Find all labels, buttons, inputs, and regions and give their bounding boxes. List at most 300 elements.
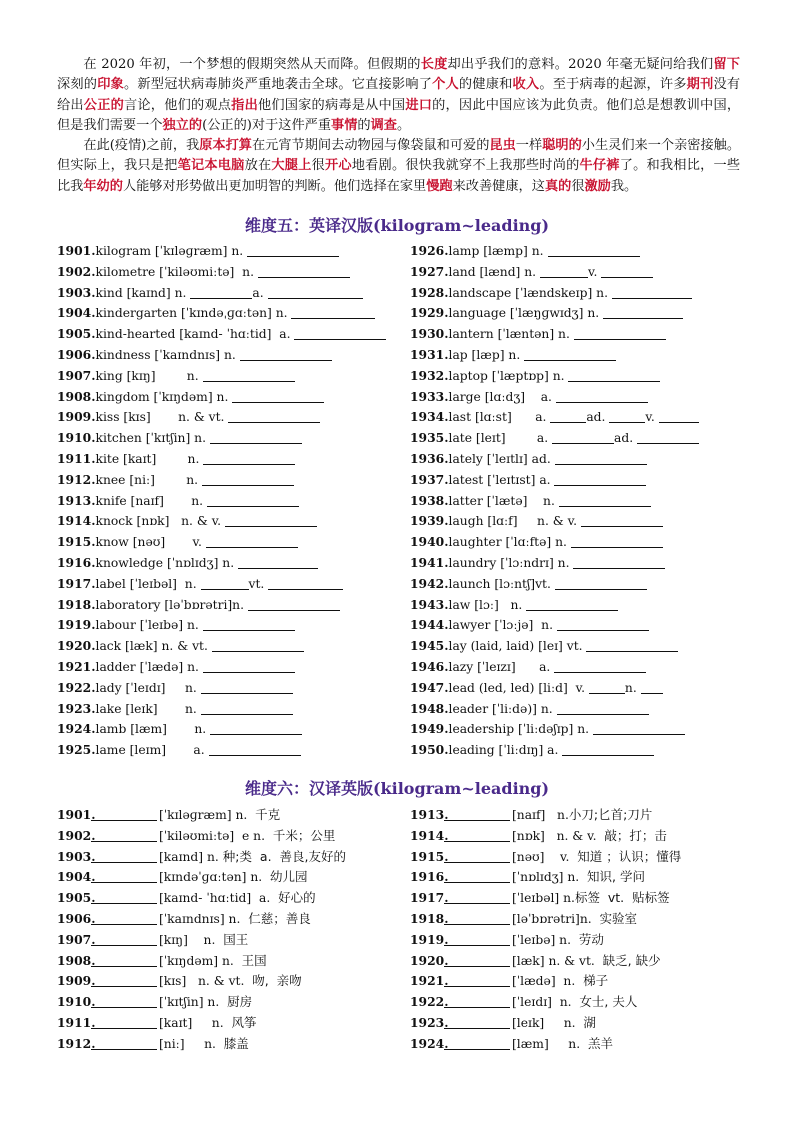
item-number: 1923. bbox=[410, 1014, 449, 1030]
phonetic-and-pos: [kɪndəˈɡɑːtən] n. bbox=[159, 870, 271, 885]
story-text: 一样 bbox=[515, 138, 543, 154]
vocab-row bbox=[410, 241, 699, 262]
story-text: 地看剧。很快我就穿不上我那些时尚的 bbox=[351, 158, 580, 174]
item-number: 1928. bbox=[410, 284, 449, 300]
answer-blank[interactable] bbox=[444, 849, 510, 863]
section-6-left-column bbox=[57, 805, 346, 1055]
answer-blank[interactable] bbox=[552, 430, 614, 444]
vocab-row bbox=[410, 1013, 681, 1034]
word-entry: latter [ˈlætə] n. bbox=[448, 493, 559, 508]
phonetic-and-pos: [kaɪt] n. bbox=[159, 1015, 232, 1030]
vocab-row bbox=[410, 449, 699, 470]
vocab-row bbox=[410, 324, 699, 345]
item-number: 1915. bbox=[57, 534, 96, 550]
vocab-row bbox=[410, 262, 699, 283]
story-text: (公正的)对于这件严重 bbox=[202, 117, 332, 133]
chinese-meaning: 知识, 学问 bbox=[587, 869, 645, 885]
answer-blank[interactable] bbox=[268, 285, 363, 299]
answer-blank[interactable] bbox=[562, 742, 654, 756]
item-number: 1934. bbox=[410, 409, 449, 425]
word-entry: lap [læp] n. bbox=[448, 347, 525, 362]
answer-blank[interactable] bbox=[540, 264, 588, 278]
word-entry: lawyer [ˈlɔːjə] n. bbox=[448, 618, 557, 633]
chinese-meaning: 国王 bbox=[223, 931, 249, 947]
item-number: 1923. bbox=[57, 700, 96, 716]
item-number: 1943. bbox=[410, 596, 449, 612]
story-text: 却出乎我们的意料。2020 年毫无疑问给我们 bbox=[447, 57, 714, 72]
vocab-row bbox=[57, 303, 386, 324]
answer-blank[interactable] bbox=[91, 953, 157, 967]
word-entry: knowledge [ˈnɒlɪdʒ] n. bbox=[95, 555, 239, 570]
vocab-row bbox=[410, 532, 699, 553]
item-number: 1938. bbox=[410, 492, 449, 508]
answer-blank[interactable] bbox=[555, 576, 647, 590]
item-number: 1911. bbox=[57, 450, 96, 466]
answer-blank[interactable] bbox=[550, 409, 586, 423]
vocab-row bbox=[410, 740, 699, 761]
vocab-row bbox=[410, 574, 699, 595]
answer-blank[interactable] bbox=[609, 409, 645, 423]
vocab-row bbox=[57, 1034, 346, 1055]
item-number: 1912. bbox=[57, 471, 96, 487]
answer-blank[interactable] bbox=[444, 1036, 510, 1050]
phonetic-and-pos: [nɒk] n. & v. bbox=[512, 828, 605, 843]
answer-blank[interactable] bbox=[294, 326, 386, 340]
answer-blank[interactable] bbox=[91, 828, 157, 842]
answer-blank[interactable] bbox=[91, 869, 157, 883]
chinese-meaning: 千克 bbox=[255, 807, 281, 822]
item-number: 1902. bbox=[57, 263, 96, 279]
part-of-speech: ad. bbox=[586, 410, 610, 425]
vocab-row bbox=[57, 553, 386, 574]
item-number: 1948. bbox=[410, 700, 449, 716]
answer-blank[interactable] bbox=[444, 828, 510, 842]
item-number: 1949. bbox=[410, 721, 449, 737]
phonetic-and-pos: [kaɪnd- ˈhɑːtid] a. bbox=[159, 891, 279, 906]
answer-blank[interactable] bbox=[589, 680, 625, 694]
item-number: 1921. bbox=[410, 973, 449, 989]
item-number: 1942. bbox=[410, 575, 449, 591]
item-number: 1909. bbox=[57, 973, 96, 989]
answer-blank[interactable] bbox=[444, 1015, 510, 1029]
section-6-right-column bbox=[410, 805, 681, 1055]
highlight-word: 长度 bbox=[420, 57, 448, 72]
item-number: 1947. bbox=[410, 679, 449, 695]
item-number: 1932. bbox=[410, 367, 449, 383]
story-paragraph-2 bbox=[57, 136, 740, 197]
item-number: 1936. bbox=[410, 450, 449, 466]
story-passage bbox=[57, 55, 740, 197]
chinese-meaning: 标签 vt. 贴标签 bbox=[574, 890, 670, 906]
vocab-row bbox=[57, 283, 386, 304]
word-entry: leader [ˈliːdə)] n. bbox=[448, 701, 557, 716]
vocab-row bbox=[57, 636, 386, 657]
word-entry: kitchen [ˈkɪtʃin] n. bbox=[95, 431, 210, 446]
item-number: 1920. bbox=[410, 952, 449, 968]
highlight-word: 昆虫 bbox=[489, 138, 516, 154]
story-text: 的，因此中国应该为此负责。他们总是想教训中国，但是我们需要一个 bbox=[57, 97, 741, 133]
item-number: 1906. bbox=[57, 910, 96, 926]
item-number: 1930. bbox=[410, 326, 449, 342]
answer-blank[interactable] bbox=[524, 347, 616, 361]
word-entry: kindness [ˈkaɪndnɪs] n. bbox=[95, 347, 240, 362]
phonetic-and-pos: [ˈnɒlɪdʒ] n. bbox=[512, 870, 588, 885]
answer-blank[interactable] bbox=[601, 264, 653, 278]
word-entry: lately [ˈleɪtlɪ] ad. bbox=[448, 451, 555, 466]
answer-blank[interactable] bbox=[91, 1036, 157, 1050]
answer-blank[interactable] bbox=[526, 597, 618, 611]
vocab-row bbox=[410, 636, 699, 657]
answer-blank[interactable] bbox=[228, 409, 320, 423]
phonetic-and-pos: [læm] n. bbox=[512, 1036, 588, 1051]
item-number: 1908. bbox=[57, 952, 96, 968]
chinese-meaning: 湖 bbox=[583, 1014, 596, 1030]
phonetic-and-pos: [kaɪnd] n. bbox=[159, 849, 223, 864]
answer-blank[interactable] bbox=[586, 638, 678, 652]
answer-blank[interactable] bbox=[202, 472, 294, 486]
vocab-row bbox=[410, 847, 681, 868]
answer-blank[interactable] bbox=[637, 430, 699, 444]
vocab-row bbox=[410, 511, 699, 532]
answer-blank[interactable] bbox=[548, 243, 640, 257]
answer-blank[interactable] bbox=[641, 680, 663, 694]
item-number: 1917. bbox=[410, 890, 449, 906]
item-number: 1929. bbox=[410, 305, 449, 321]
answer-blank[interactable] bbox=[603, 305, 683, 319]
word-entry: kindergarten [ˈkɪndəˌɡɑːtən] n. bbox=[95, 306, 292, 321]
answer-blank[interactable] bbox=[555, 451, 647, 465]
answer-blank[interactable] bbox=[203, 617, 295, 631]
chinese-meaning: 女士, 夫人 bbox=[579, 994, 638, 1010]
item-number: 1913. bbox=[57, 492, 96, 508]
item-number: 1912. bbox=[57, 1035, 96, 1051]
highlight-word: 事情 bbox=[331, 117, 358, 133]
word-entry: know [nəʊ] v. bbox=[95, 535, 206, 550]
answer-blank[interactable] bbox=[444, 973, 510, 987]
vocab-row bbox=[57, 867, 346, 888]
word-entry: kite [kaɪt] n. bbox=[95, 451, 204, 466]
answer-blank[interactable] bbox=[557, 701, 649, 715]
item-number: 1919. bbox=[57, 617, 96, 633]
answer-blank[interactable] bbox=[91, 973, 157, 987]
item-number: 1939. bbox=[410, 513, 449, 529]
item-number: 1922. bbox=[410, 994, 449, 1010]
vocab-row bbox=[410, 345, 699, 366]
word-entry: language [ˈlæŋɡwɪdʒ] n. bbox=[448, 306, 604, 321]
item-number: 1931. bbox=[410, 346, 449, 362]
section-5-right-column bbox=[410, 241, 699, 761]
item-number: 1905. bbox=[57, 890, 96, 906]
answer-blank[interactable] bbox=[91, 994, 157, 1008]
item-number: 1909. bbox=[57, 409, 96, 425]
answer-blank[interactable] bbox=[91, 1015, 157, 1029]
vocab-row bbox=[57, 678, 386, 699]
phonetic-and-pos: [ˈkaɪndnɪs] n. bbox=[159, 911, 249, 926]
answer-blank[interactable] bbox=[554, 472, 646, 486]
word-entry: lamp [læmp] n. bbox=[448, 244, 548, 258]
word-entry: lazy [ˈleɪzɪ] a. bbox=[448, 659, 555, 674]
highlight-word: 印象 bbox=[97, 77, 124, 93]
answer-blank[interactable] bbox=[573, 555, 665, 569]
highlight-word: 留下 bbox=[713, 57, 740, 72]
word-entry: lay (laid, laid) [leɪ] vt. bbox=[448, 639, 587, 654]
vocab-row bbox=[57, 971, 346, 992]
answer-blank[interactable] bbox=[190, 285, 252, 299]
answer-blank[interactable] bbox=[557, 617, 649, 631]
answer-blank[interactable] bbox=[91, 807, 157, 821]
phonetic-and-pos: [ˈkiləʊmiːtə] e n. bbox=[159, 828, 273, 843]
highlight-word: 慢跑 bbox=[426, 178, 453, 194]
item-number: 1902. bbox=[57, 827, 96, 843]
vocab-row bbox=[57, 615, 386, 636]
item-number: 1914. bbox=[57, 513, 96, 529]
answer-blank[interactable] bbox=[203, 451, 295, 465]
answer-blank[interactable] bbox=[659, 409, 699, 423]
item-number: 1926. bbox=[410, 243, 449, 258]
chinese-meaning: 风筝 bbox=[231, 1014, 257, 1030]
answer-blank[interactable] bbox=[571, 534, 663, 548]
story-text: 。 bbox=[396, 117, 411, 133]
highlight-word: 笔记本电脑 bbox=[177, 158, 245, 174]
vocab-row bbox=[410, 428, 699, 449]
chinese-meaning: 幼儿园 bbox=[270, 869, 308, 885]
vocab-row bbox=[57, 491, 386, 512]
chinese-meaning: 吻, 亲吻 bbox=[252, 973, 302, 989]
story-text: 小生灵们来一个亲密接触。但实际上，我只是把 bbox=[57, 138, 741, 174]
word-entry: laboratory [ləˈbɒrətri]n. bbox=[95, 597, 248, 612]
answer-blank[interactable] bbox=[212, 638, 304, 652]
vocab-row bbox=[410, 1034, 681, 1055]
section-5-title: 维度五：英译汉版(kilogram~leading) bbox=[244, 216, 550, 235]
vocab-row bbox=[410, 283, 699, 304]
phonetic-and-pos: [ˈkɪŋdəm] n. bbox=[159, 953, 242, 968]
word-entry: land [lænd] n. bbox=[448, 264, 541, 279]
answer-blank[interactable] bbox=[581, 513, 663, 527]
answer-blank[interactable] bbox=[593, 721, 685, 735]
answer-blank[interactable] bbox=[291, 305, 375, 319]
section-5-left-column bbox=[57, 241, 386, 761]
highlight-word: 指出 bbox=[231, 97, 258, 113]
item-number: 1940. bbox=[410, 534, 449, 550]
part-of-speech: vt. bbox=[248, 576, 269, 591]
answer-blank[interactable] bbox=[91, 932, 157, 946]
phonetic-and-pos: [ˈleɪdɪ] n. bbox=[512, 995, 580, 1010]
answer-blank[interactable] bbox=[268, 576, 343, 590]
answer-blank[interactable] bbox=[247, 243, 339, 257]
answer-blank[interactable] bbox=[612, 285, 692, 299]
item-number: 1922. bbox=[57, 679, 96, 695]
item-number: 1901. bbox=[57, 807, 96, 822]
word-entry: king [kɪŋ] n. bbox=[95, 368, 203, 383]
vocab-row bbox=[410, 888, 681, 909]
highlight-word: 真的 bbox=[544, 178, 572, 194]
word-entry: kingdom [ˈkɪŋdəm] n. bbox=[95, 389, 233, 404]
phonetic-and-pos: [kɪŋ] n. bbox=[159, 932, 224, 947]
story-paragraph-1 bbox=[57, 55, 740, 136]
vocab-row bbox=[410, 407, 699, 428]
word-entry: launch [lɔːntʃ]vt. bbox=[448, 576, 555, 591]
vocab-row bbox=[410, 930, 681, 951]
vocab-row bbox=[57, 888, 346, 909]
item-number: 1910. bbox=[57, 994, 96, 1010]
answer-blank[interactable] bbox=[556, 389, 648, 403]
answer-blank[interactable] bbox=[444, 994, 510, 1008]
word-entry: labour [ˈleɪbə] n. bbox=[95, 618, 203, 633]
vocab-row bbox=[410, 992, 681, 1013]
item-number: 1918. bbox=[57, 596, 96, 612]
highlight-word: 牛仔裤 bbox=[579, 158, 620, 174]
answer-blank[interactable] bbox=[206, 534, 298, 548]
answer-blank[interactable] bbox=[210, 721, 302, 735]
answer-blank[interactable] bbox=[209, 742, 301, 756]
answer-blank[interactable] bbox=[225, 513, 317, 527]
answer-blank[interactable] bbox=[238, 555, 318, 569]
answer-blank[interactable] bbox=[258, 264, 350, 278]
word-entry: lead (led, led) [liːd] v. bbox=[448, 680, 589, 695]
story-text: 很 bbox=[311, 158, 325, 174]
answer-blank[interactable] bbox=[444, 911, 510, 925]
chinese-meaning: 知道 ；认识；懂得 bbox=[577, 848, 682, 864]
item-number: 1918. bbox=[410, 910, 449, 926]
section-6-title: 维度六：汉译英版(kilogram~leading) bbox=[244, 779, 550, 798]
answer-blank[interactable] bbox=[248, 597, 340, 611]
highlight-word: 独立的 bbox=[162, 117, 203, 133]
answer-blank[interactable] bbox=[574, 326, 666, 340]
chinese-meaning: 王国 bbox=[241, 952, 267, 968]
vocab-row bbox=[410, 719, 699, 740]
phonetic-and-pos: [naɪf] n. bbox=[512, 808, 569, 822]
answer-blank[interactable] bbox=[444, 953, 510, 967]
story-text: 的 bbox=[357, 117, 371, 133]
phonetic-and-pos: [ˈkɪləɡræm] n. bbox=[159, 808, 256, 822]
vocab-row bbox=[57, 992, 346, 1013]
story-text: 没有给出 bbox=[57, 77, 741, 113]
answer-blank[interactable] bbox=[232, 389, 324, 403]
answer-blank[interactable] bbox=[203, 368, 295, 382]
vocab-row bbox=[410, 826, 681, 847]
phonetic-and-pos: [nəʊ] v. bbox=[512, 849, 578, 864]
answer-blank[interactable] bbox=[201, 576, 249, 590]
answer-blank[interactable] bbox=[201, 701, 293, 715]
vocab-row bbox=[57, 595, 386, 616]
word-entry: laundry [ˈlɔːndrɪ] n. bbox=[448, 555, 574, 570]
chinese-meaning: 梯子 bbox=[583, 973, 609, 989]
item-number: 1903. bbox=[57, 848, 96, 864]
phonetic-and-pos: [ˈkɪtʃin] n. bbox=[159, 995, 228, 1010]
answer-blank[interactable] bbox=[554, 659, 646, 673]
story-text: 在元宵节期间去动物园与像袋鼠和可爱的 bbox=[251, 138, 490, 154]
word-entry: last [lɑːst] a. bbox=[448, 410, 551, 425]
vocab-row bbox=[57, 324, 386, 345]
vocab-row bbox=[410, 699, 699, 720]
answer-blank[interactable] bbox=[444, 807, 510, 821]
phonetic-and-pos: [ˈleɪbəl] n. bbox=[512, 891, 575, 906]
item-number: 1920. bbox=[57, 638, 96, 654]
vocab-row bbox=[57, 909, 346, 930]
highlight-word: 个人 bbox=[432, 77, 459, 93]
chinese-meaning: 膝盖 bbox=[223, 1035, 249, 1051]
story-text: 人能够对形势做出更加明智的判断。他们选择在家里 bbox=[122, 178, 427, 194]
part-of-speech: ad. bbox=[614, 431, 638, 446]
story-text: 在此(疫情)之前，我 bbox=[83, 138, 200, 154]
vocab-row bbox=[57, 951, 346, 972]
word-entry: laptop [ˈlæptɒp] n. bbox=[448, 368, 569, 383]
answer-blank[interactable] bbox=[201, 680, 293, 694]
vocab-row bbox=[410, 971, 681, 992]
chinese-meaning: 劳动 bbox=[578, 931, 604, 947]
item-number: 1937. bbox=[410, 471, 449, 487]
item-number: 1924. bbox=[57, 721, 96, 737]
item-number: 1946. bbox=[410, 658, 449, 674]
item-number: 1905. bbox=[57, 326, 96, 342]
answer-blank[interactable] bbox=[210, 430, 302, 444]
answer-blank[interactable] bbox=[91, 911, 157, 925]
phonetic-and-pos: [ˈlædə] n. bbox=[512, 974, 584, 989]
part-of-speech: n. bbox=[624, 680, 641, 695]
vocab-row bbox=[410, 491, 699, 512]
vocab-row bbox=[410, 387, 699, 408]
item-number: 1915. bbox=[410, 848, 449, 864]
item-number: 1901. bbox=[57, 243, 96, 258]
chinese-meaning: 敲；打；击 bbox=[604, 827, 667, 843]
chinese-meaning: 千米；公里 bbox=[272, 827, 336, 843]
vocab-row bbox=[410, 657, 699, 678]
answer-blank[interactable] bbox=[444, 869, 510, 883]
item-number: 1907. bbox=[57, 367, 96, 383]
answer-blank[interactable] bbox=[568, 368, 660, 382]
vocab-row bbox=[57, 345, 386, 366]
part-of-speech: v. bbox=[645, 410, 659, 425]
answer-blank[interactable] bbox=[207, 493, 299, 507]
word-entry: ladder [ˈlædə] n. bbox=[95, 659, 203, 674]
story-text: 了。和我相比，一些比我 bbox=[57, 158, 741, 194]
vocab-row bbox=[57, 511, 386, 532]
chinese-meaning: 仁慈；善良 bbox=[248, 910, 311, 926]
story-text: 来改善健康，这 bbox=[452, 178, 545, 194]
highlight-word: 聪明的 bbox=[542, 138, 582, 154]
item-number: 1925. bbox=[57, 742, 96, 758]
item-number: 1914. bbox=[410, 827, 449, 843]
vocab-row bbox=[57, 719, 386, 740]
item-number: 1933. bbox=[410, 388, 449, 404]
vocab-row bbox=[57, 1013, 346, 1034]
answer-blank[interactable] bbox=[444, 932, 510, 946]
item-number: 1903. bbox=[57, 284, 96, 300]
part-of-speech: v. bbox=[588, 264, 602, 279]
answer-blank[interactable] bbox=[444, 890, 510, 904]
vocab-row bbox=[57, 657, 386, 678]
chinese-meaning: 羔羊 bbox=[587, 1035, 613, 1051]
story-text: 言论，他们的观点 bbox=[124, 97, 232, 113]
item-number: 1904. bbox=[57, 869, 96, 885]
story-text: 的健康和 bbox=[458, 77, 513, 93]
phonetic-and-pos: [læk] n. & vt. bbox=[512, 953, 603, 968]
word-entry: lamb [læm] n. bbox=[95, 722, 211, 737]
answer-blank[interactable] bbox=[203, 659, 295, 673]
vocab-row bbox=[57, 847, 346, 868]
phonetic-and-pos: [niː] n. bbox=[159, 1036, 224, 1051]
story-text: 我。 bbox=[610, 178, 638, 194]
answer-blank[interactable] bbox=[91, 849, 157, 863]
story-text: 深刻的 bbox=[57, 77, 98, 93]
highlight-word: 原本打算 bbox=[199, 138, 252, 154]
answer-blank[interactable] bbox=[559, 493, 651, 507]
answer-blank[interactable] bbox=[240, 347, 332, 361]
highlight-word: 公正的 bbox=[83, 97, 124, 113]
answer-blank[interactable] bbox=[91, 890, 157, 904]
story-text: 他们国家的病毒是从中国 bbox=[257, 97, 406, 113]
item-number: 1927. bbox=[410, 263, 449, 279]
